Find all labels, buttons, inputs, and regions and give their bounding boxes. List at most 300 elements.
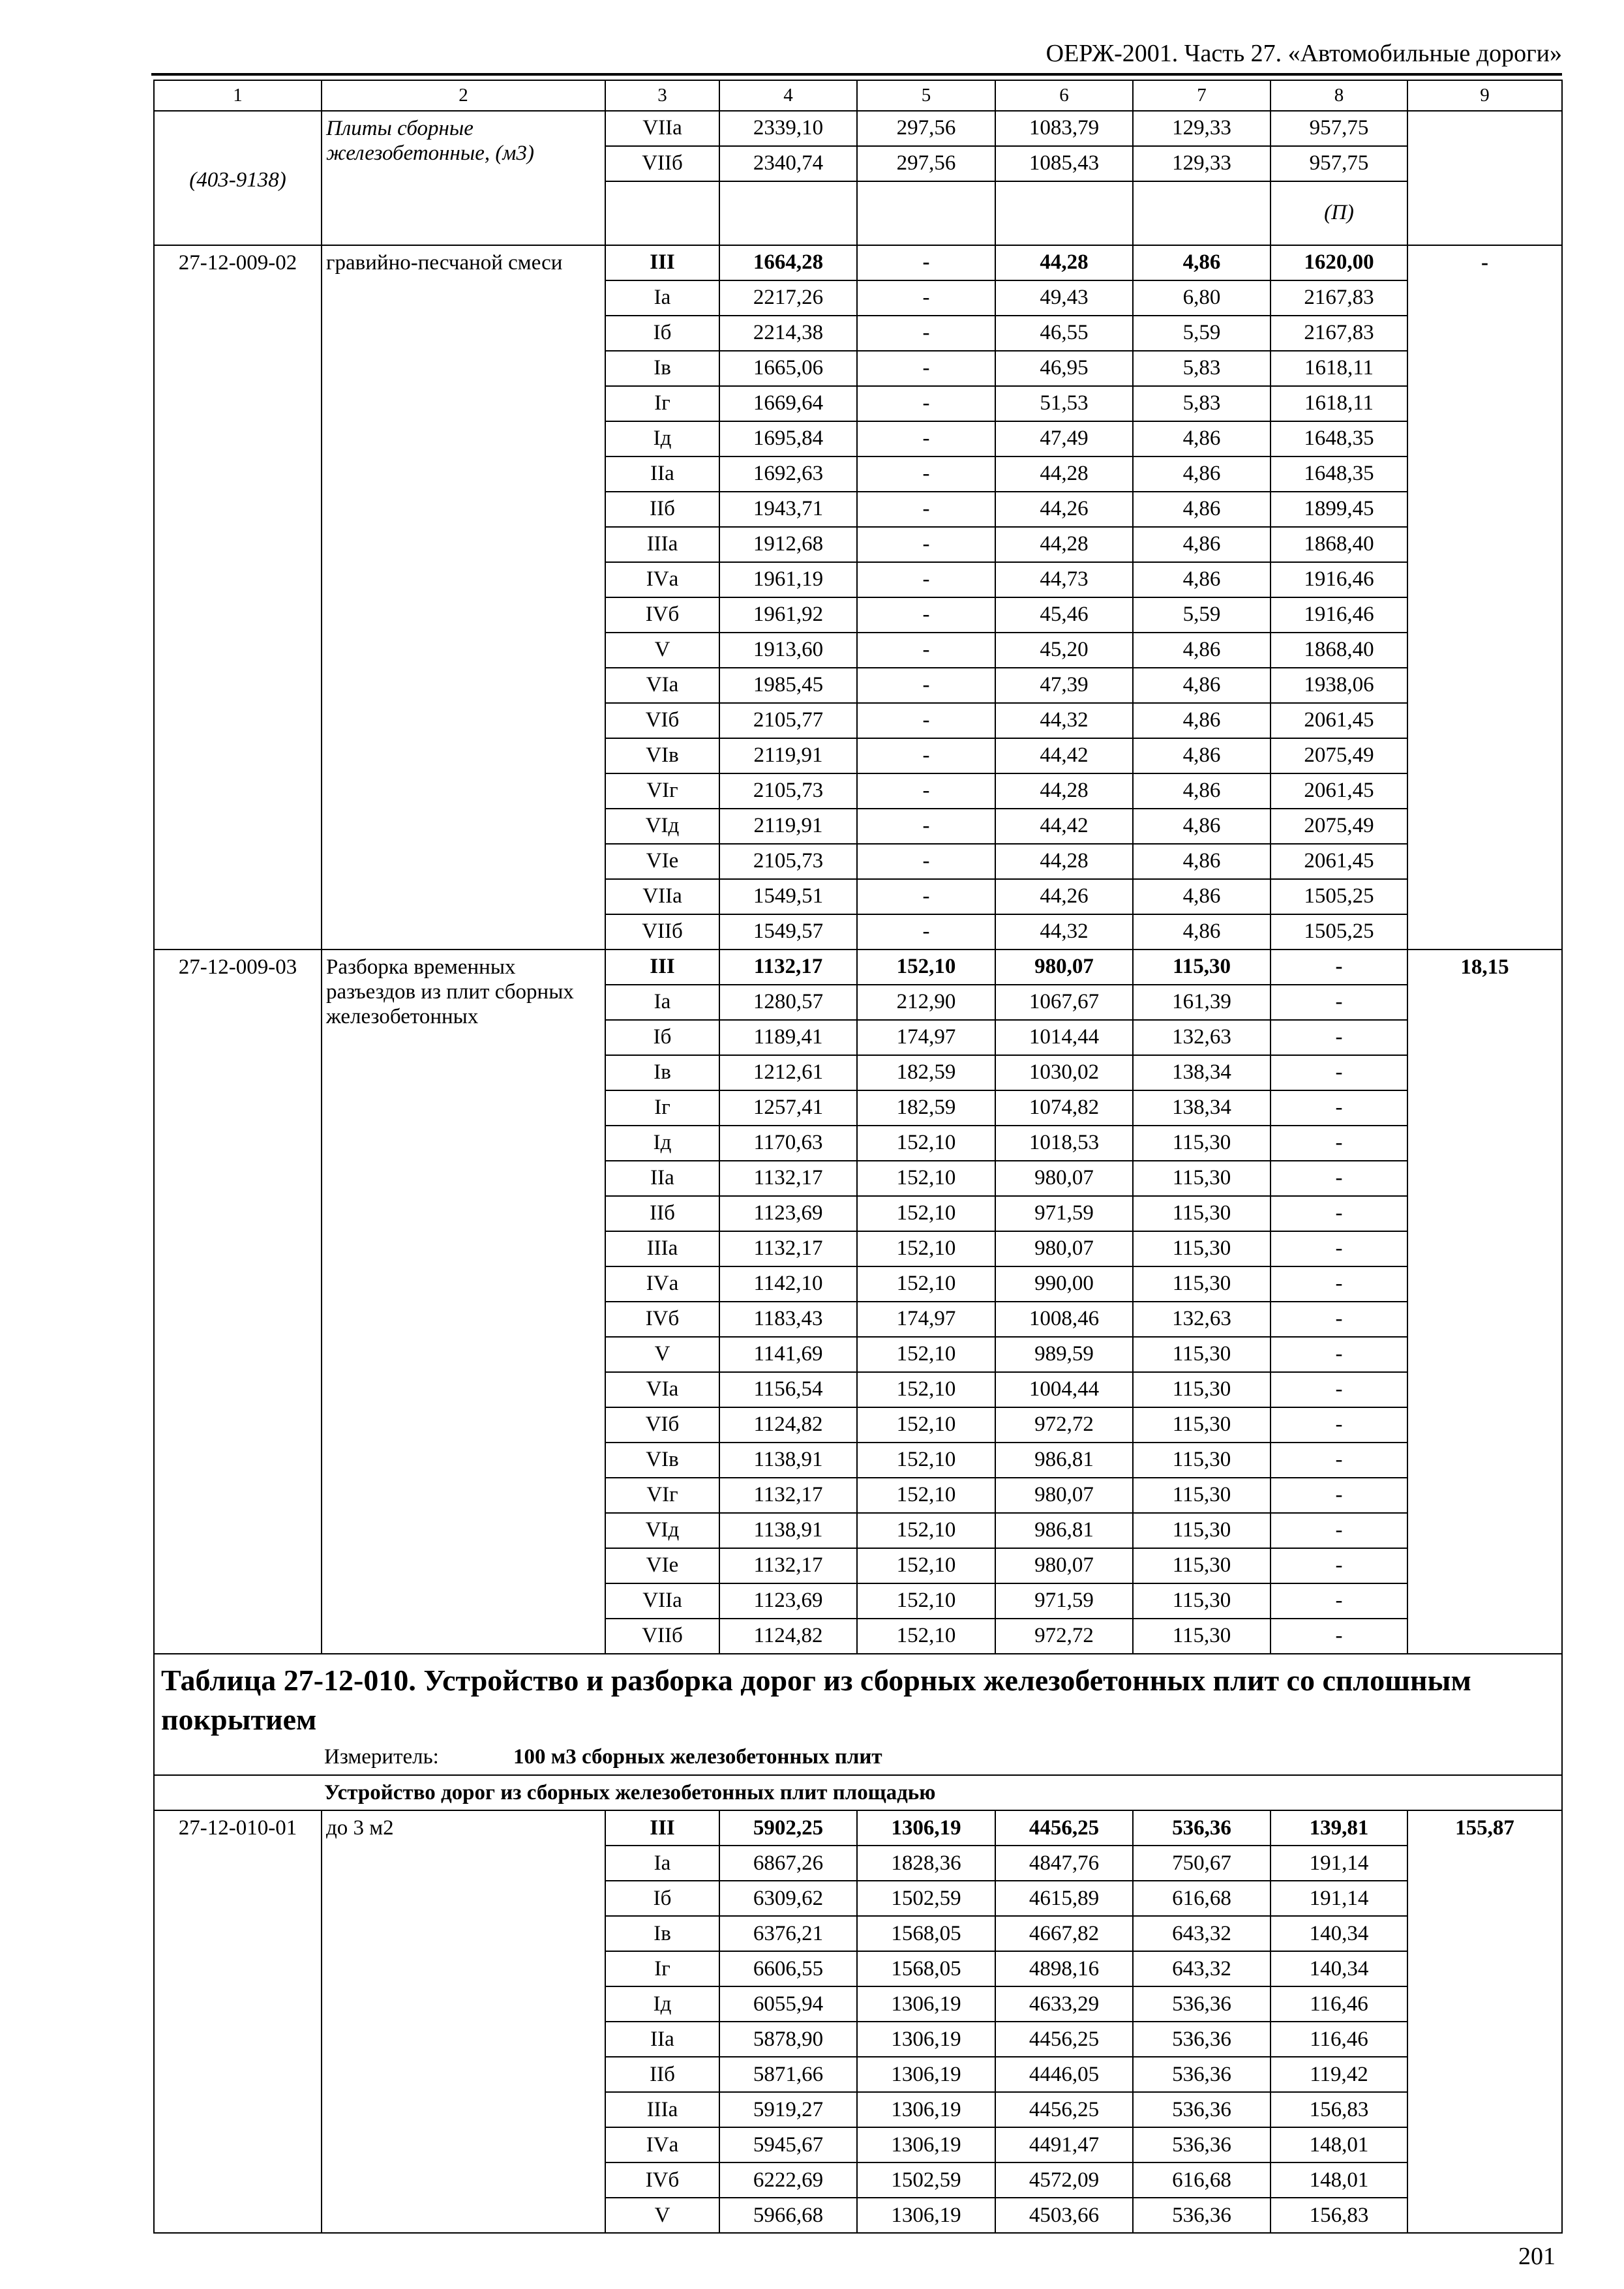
table-row: [154, 1810, 1562, 1846]
value-cell: 1030,02: [995, 1055, 1133, 1090]
value-cell: 1943,71: [719, 492, 857, 527]
value-cell: 536,36: [1133, 2198, 1271, 2233]
value-cell: 1549,57: [719, 914, 857, 950]
value-cell: 4,86: [1133, 809, 1271, 844]
value-cell: 44,28: [995, 773, 1133, 809]
column-number: 9: [1407, 80, 1562, 111]
value-cell: 1170,63: [719, 1126, 857, 1161]
value-cell: -: [857, 421, 995, 456]
row-name: Плиты сборные железобетонные, (м3): [322, 111, 605, 245]
row-class: IIа: [605, 2022, 719, 2057]
value-cell: 140,34: [1271, 1916, 1407, 1951]
value-cell: 174,97: [857, 1302, 995, 1337]
value-cell: 1665,06: [719, 351, 857, 386]
value-cell: 191,14: [1271, 1846, 1407, 1881]
row-class: V: [605, 2198, 719, 2233]
value-cell: 152,10: [857, 1407, 995, 1443]
value-cell: 1257,41: [719, 1090, 857, 1126]
value-cell: 115,30: [1133, 1161, 1271, 1196]
row-class: IVб: [605, 2162, 719, 2198]
value-cell: -: [857, 597, 995, 633]
value-cell: -: [857, 879, 995, 914]
value-cell: 1961,19: [719, 562, 857, 597]
col8-note: (П): [1271, 181, 1407, 245]
value-cell: 643,32: [1133, 1951, 1271, 1986]
value-cell: 6,80: [1133, 280, 1271, 316]
row-code: 27-12-009-03: [154, 950, 322, 1654]
row-class: Iв: [605, 1916, 719, 1951]
row-class: VIб: [605, 703, 719, 738]
value-cell: 132,63: [1133, 1302, 1271, 1337]
value-cell: 2119,91: [719, 738, 857, 773]
value-cell: 152,10: [857, 1372, 995, 1407]
value-cell: 971,59: [995, 1583, 1133, 1619]
row-class: VIIа: [605, 879, 719, 914]
value-cell: 152,10: [857, 1513, 995, 1548]
value-cell: 1568,05: [857, 1916, 995, 1951]
row-class: Iа: [605, 280, 719, 316]
value-cell: -: [857, 316, 995, 351]
value-cell: 1913,60: [719, 633, 857, 668]
value-cell: 152,10: [857, 1231, 995, 1266]
value-cell: 1123,69: [719, 1583, 857, 1619]
value-cell: 1004,44: [995, 1372, 1133, 1407]
value-cell: 182,59: [857, 1090, 995, 1126]
value-cell: 536,36: [1133, 2057, 1271, 2092]
row-class: VIIб: [605, 146, 719, 181]
value-cell: 4,86: [1133, 844, 1271, 879]
value-cell: 4503,66: [995, 2198, 1133, 2233]
empty-cell: [995, 181, 1133, 245]
value-cell: 4446,05: [995, 2057, 1133, 2092]
row-class: Iв: [605, 351, 719, 386]
value-cell: 4456,25: [995, 2022, 1133, 2057]
value-cell: 986,81: [995, 1513, 1133, 1548]
value-cell: 1938,06: [1271, 668, 1407, 703]
value-cell: 47,39: [995, 668, 1133, 703]
value-cell: 4,86: [1133, 703, 1271, 738]
value-cell: 4456,25: [995, 1810, 1133, 1846]
value-cell: 5,59: [1133, 316, 1271, 351]
value-cell: 44,26: [995, 879, 1133, 914]
value-cell: 980,07: [995, 950, 1133, 985]
value-cell: 115,30: [1133, 1478, 1271, 1513]
header-rule: [151, 73, 1562, 76]
value-cell: 1695,84: [719, 421, 857, 456]
value-cell: 1502,59: [857, 1881, 995, 1916]
value-cell: 44,28: [995, 844, 1133, 879]
value-cell: 1306,19: [857, 1986, 995, 2022]
value-cell: 1156,54: [719, 1372, 857, 1407]
row-class: IIб: [605, 492, 719, 527]
value-cell: 1132,17: [719, 1231, 857, 1266]
value-cell: 1912,68: [719, 527, 857, 562]
value-cell: 536,36: [1133, 2022, 1271, 2057]
value-cell: 191,14: [1271, 1881, 1407, 1916]
value-cell: 152,10: [857, 1583, 995, 1619]
value-cell: 129,33: [1133, 111, 1271, 146]
row-class: IVб: [605, 597, 719, 633]
value-cell: 45,46: [995, 597, 1133, 633]
row-class: VIIа: [605, 111, 719, 146]
value-cell: 986,81: [995, 1443, 1133, 1478]
row-class: IVа: [605, 2127, 719, 2162]
row-class: IIб: [605, 1196, 719, 1231]
value-cell: 5,83: [1133, 351, 1271, 386]
col9-value: 155,87: [1407, 1810, 1562, 2233]
value-cell: 1961,92: [719, 597, 857, 633]
value-cell: 1306,19: [857, 2022, 995, 2057]
value-cell: 616,68: [1133, 2162, 1271, 2198]
row-code: 27-12-009-02: [154, 245, 322, 950]
section-row: [154, 1775, 1562, 1810]
value-cell: 152,10: [857, 1548, 995, 1583]
value-cell: 4,86: [1133, 914, 1271, 950]
value-cell: 1669,64: [719, 386, 857, 421]
row-class: IVб: [605, 1302, 719, 1337]
value-cell: 4,86: [1133, 527, 1271, 562]
value-cell: -: [857, 280, 995, 316]
column-number: 4: [719, 80, 857, 111]
empty-cell: [605, 181, 719, 245]
value-cell: -: [1271, 1513, 1407, 1548]
measure-row: [161, 1743, 1555, 1771]
value-cell: 4,86: [1133, 738, 1271, 773]
value-cell: 49,43: [995, 280, 1133, 316]
value-cell: 1620,00: [1271, 245, 1407, 280]
value-cell: 139,81: [1271, 1810, 1407, 1846]
row-class: VIе: [605, 1548, 719, 1583]
value-cell: 1692,63: [719, 456, 857, 492]
value-cell: 980,07: [995, 1478, 1133, 1513]
row-class: IIа: [605, 1161, 719, 1196]
value-cell: 1505,25: [1271, 914, 1407, 950]
value-cell: 51,53: [995, 386, 1133, 421]
row-class: VIг: [605, 1478, 719, 1513]
value-cell: 2105,73: [719, 844, 857, 879]
value-cell: -: [857, 844, 995, 879]
empty-cell: [719, 181, 857, 245]
row-class: VIе: [605, 844, 719, 879]
value-cell: 1828,36: [857, 1846, 995, 1881]
value-cell: -: [1271, 1266, 1407, 1302]
value-cell: -: [857, 351, 995, 386]
value-cell: -: [1271, 1090, 1407, 1126]
value-cell: 5878,90: [719, 2022, 857, 2057]
section-heading: Устройство дорог из сборных железобетонных плит площадью: [154, 1775, 1562, 1810]
row-class: VIIа: [605, 1583, 719, 1619]
column-number: 6: [995, 80, 1133, 111]
value-cell: 1916,46: [1271, 597, 1407, 633]
value-cell: 116,46: [1271, 2022, 1407, 2057]
value-cell: 44,26: [995, 492, 1133, 527]
row-class: V: [605, 1337, 719, 1372]
value-cell: 2214,38: [719, 316, 857, 351]
value-cell: 4456,25: [995, 2092, 1133, 2127]
page-number: 201: [1518, 2243, 1556, 2270]
value-cell: 4,86: [1133, 492, 1271, 527]
row-class: IIIа: [605, 527, 719, 562]
value-cell: 1648,35: [1271, 456, 1407, 492]
value-cell: 161,39: [1133, 985, 1271, 1020]
row-class: IIа: [605, 456, 719, 492]
value-cell: 1018,53: [995, 1126, 1133, 1161]
value-cell: 643,32: [1133, 1916, 1271, 1951]
value-cell: 6055,94: [719, 1986, 857, 2022]
value-cell: 152,10: [857, 1478, 995, 1513]
value-cell: 1138,91: [719, 1443, 857, 1478]
column-number: 5: [857, 80, 995, 111]
value-cell: 4,86: [1133, 879, 1271, 914]
value-cell: 750,67: [1133, 1846, 1271, 1881]
value-cell: -: [857, 456, 995, 492]
value-cell: -: [1271, 1302, 1407, 1337]
value-cell: 6606,55: [719, 1951, 857, 1986]
empty-cell: [1133, 181, 1271, 245]
column-number: 1: [154, 80, 322, 111]
value-cell: 957,75: [1271, 111, 1407, 146]
value-cell: 116,46: [1271, 1986, 1407, 2022]
value-cell: 1648,35: [1271, 421, 1407, 456]
value-cell: 1124,82: [719, 1407, 857, 1443]
value-cell: 5871,66: [719, 2057, 857, 2092]
value-cell: -: [1271, 1196, 1407, 1231]
value-cell: 1183,43: [719, 1302, 857, 1337]
row-class: IVа: [605, 1266, 719, 1302]
value-cell: 152,10: [857, 1619, 995, 1654]
value-cell: 1067,67: [995, 985, 1133, 1020]
value-cell: 115,30: [1133, 1196, 1271, 1231]
value-cell: 2105,77: [719, 703, 857, 738]
value-cell: 1306,19: [857, 2198, 995, 2233]
value-cell: 1008,46: [995, 1302, 1133, 1337]
value-cell: 115,30: [1133, 1619, 1271, 1654]
value-cell: 2217,26: [719, 280, 857, 316]
value-cell: -: [857, 386, 995, 421]
value-cell: 47,49: [995, 421, 1133, 456]
value-cell: 1083,79: [995, 111, 1133, 146]
value-cell: 4,86: [1133, 773, 1271, 809]
value-cell: 174,97: [857, 1020, 995, 1055]
value-cell: 972,72: [995, 1619, 1133, 1654]
value-cell: -: [857, 703, 995, 738]
value-cell: -: [1271, 1055, 1407, 1090]
value-cell: 5902,25: [719, 1810, 857, 1846]
value-cell: 4,86: [1133, 245, 1271, 280]
value-cell: 297,56: [857, 111, 995, 146]
value-cell: 1868,40: [1271, 633, 1407, 668]
value-cell: 1306,19: [857, 2057, 995, 2092]
value-cell: 1618,11: [1271, 386, 1407, 421]
value-cell: 44,32: [995, 914, 1133, 950]
table-title-row: [154, 1654, 1562, 1775]
row-name: Разборка временных разъездов из плит сборных железобетонных: [322, 950, 605, 1654]
value-cell: 990,00: [995, 1266, 1133, 1302]
row-class: VIа: [605, 1372, 719, 1407]
value-cell: 115,30: [1133, 1126, 1271, 1161]
value-cell: 297,56: [857, 146, 995, 181]
value-cell: -: [1271, 1161, 1407, 1196]
value-cell: 1123,69: [719, 1196, 857, 1231]
table-row: [154, 950, 1562, 985]
value-cell: -: [857, 914, 995, 950]
value-cell: 1306,19: [857, 2092, 995, 2127]
value-cell: 4,86: [1133, 668, 1271, 703]
row-class: Iб: [605, 1881, 719, 1916]
value-cell: 152,10: [857, 1161, 995, 1196]
value-cell: 5,59: [1133, 597, 1271, 633]
value-cell: 44,42: [995, 809, 1133, 844]
value-cell: 2339,10: [719, 111, 857, 146]
row-class: Iд: [605, 1126, 719, 1161]
value-cell: -: [1271, 1548, 1407, 1583]
column-number: 3: [605, 80, 719, 111]
value-cell: 1306,19: [857, 2127, 995, 2162]
row-class: III: [605, 950, 719, 985]
row-class: Iб: [605, 316, 719, 351]
value-cell: 45,20: [995, 633, 1133, 668]
value-cell: 980,07: [995, 1548, 1133, 1583]
value-cell: 1568,05: [857, 1951, 995, 1986]
row-class: VIа: [605, 668, 719, 703]
value-cell: 152,10: [857, 1126, 995, 1161]
value-cell: 152,10: [857, 950, 995, 985]
value-cell: 212,90: [857, 985, 995, 1020]
value-cell: 1306,19: [857, 1810, 995, 1846]
value-cell: 115,30: [1133, 1583, 1271, 1619]
value-cell: 6376,21: [719, 1916, 857, 1951]
row-class: VIд: [605, 809, 719, 844]
value-cell: 1189,41: [719, 1020, 857, 1055]
value-cell: 1985,45: [719, 668, 857, 703]
value-cell: -: [857, 527, 995, 562]
value-cell: -: [857, 809, 995, 844]
value-cell: 1132,17: [719, 950, 857, 985]
value-cell: -: [1271, 1126, 1407, 1161]
value-cell: 2061,45: [1271, 773, 1407, 809]
value-cell: 1664,28: [719, 245, 857, 280]
row-class: Iа: [605, 1846, 719, 1881]
row-class: Iд: [605, 1986, 719, 2022]
value-cell: 1916,46: [1271, 562, 1407, 597]
value-cell: -: [1271, 1231, 1407, 1266]
col9-empty: [1407, 111, 1562, 245]
value-cell: 44,28: [995, 245, 1133, 280]
value-cell: 971,59: [995, 1196, 1133, 1231]
value-cell: 115,30: [1133, 1231, 1271, 1266]
value-cell: 1074,82: [995, 1090, 1133, 1126]
value-cell: 5,83: [1133, 386, 1271, 421]
page-header: ОЕРЖ-2001. Часть 27. «Автомобильные дороги»: [1045, 40, 1562, 67]
value-cell: -: [1271, 1443, 1407, 1478]
value-cell: 957,75: [1271, 146, 1407, 181]
value-cell: 152,10: [857, 1196, 995, 1231]
value-cell: 616,68: [1133, 1881, 1271, 1916]
value-cell: -: [1271, 1407, 1407, 1443]
value-cell: 4491,47: [995, 2127, 1133, 2162]
value-cell: 6222,69: [719, 2162, 857, 2198]
value-cell: 4,86: [1133, 456, 1271, 492]
row-class: III: [605, 245, 719, 280]
value-cell: 2061,45: [1271, 703, 1407, 738]
value-cell: 1085,43: [995, 146, 1133, 181]
empty-cell: [857, 181, 995, 245]
value-cell: 138,34: [1133, 1090, 1271, 1126]
row-class: VIв: [605, 1443, 719, 1478]
value-cell: 115,30: [1133, 1372, 1271, 1407]
value-cell: 536,36: [1133, 1986, 1271, 2022]
measure-value: 100 м3 сборных железобетонных плит: [513, 1744, 882, 1769]
measure-label: Измеритель:: [324, 1744, 439, 1769]
value-cell: 44,28: [995, 527, 1133, 562]
value-cell: 4615,89: [995, 1881, 1133, 1916]
value-cell: 46,95: [995, 351, 1133, 386]
value-cell: -: [1271, 985, 1407, 1020]
value-cell: -: [857, 668, 995, 703]
row-class: Iб: [605, 1020, 719, 1055]
value-cell: 182,59: [857, 1055, 995, 1090]
row-name: гравийно-песчаной смеси: [322, 245, 605, 950]
row-class: VIIб: [605, 914, 719, 950]
col9-value: 18,15: [1407, 950, 1562, 1654]
value-cell: 5966,68: [719, 2198, 857, 2233]
row-class: VIIб: [605, 1619, 719, 1654]
row-class: Iа: [605, 985, 719, 1020]
value-cell: 1502,59: [857, 2162, 995, 2198]
row-class: IIб: [605, 2057, 719, 2092]
value-cell: 536,36: [1133, 1810, 1271, 1846]
value-cell: 1132,17: [719, 1548, 857, 1583]
value-cell: -: [857, 738, 995, 773]
value-cell: 115,30: [1133, 950, 1271, 985]
row-class: VIв: [605, 738, 719, 773]
value-cell: 1212,61: [719, 1055, 857, 1090]
row-class: VIд: [605, 1513, 719, 1548]
value-cell: 1141,69: [719, 1337, 857, 1372]
value-cell: 2167,83: [1271, 280, 1407, 316]
value-cell: 1280,57: [719, 985, 857, 1020]
value-cell: 1132,17: [719, 1478, 857, 1513]
value-cell: 1142,10: [719, 1266, 857, 1302]
value-cell: 980,07: [995, 1161, 1133, 1196]
rates-table: [153, 80, 1563, 2234]
value-cell: 44,28: [995, 456, 1133, 492]
value-cell: 115,30: [1133, 1266, 1271, 1302]
value-cell: -: [857, 562, 995, 597]
value-cell: 2119,91: [719, 809, 857, 844]
value-cell: 2340,74: [719, 146, 857, 181]
value-cell: 140,34: [1271, 1951, 1407, 1986]
value-cell: 119,42: [1271, 2057, 1407, 2092]
row-class: Iг: [605, 386, 719, 421]
value-cell: 1899,45: [1271, 492, 1407, 527]
value-cell: 1124,82: [719, 1619, 857, 1654]
value-cell: -: [1271, 1619, 1407, 1654]
row-class: Iг: [605, 1951, 719, 1986]
value-cell: -: [1271, 1372, 1407, 1407]
value-cell: 115,30: [1133, 1513, 1271, 1548]
value-cell: -: [857, 633, 995, 668]
value-cell: 44,73: [995, 562, 1133, 597]
value-cell: 148,01: [1271, 2127, 1407, 2162]
row-class: IIIа: [605, 1231, 719, 1266]
value-cell: 115,30: [1133, 1443, 1271, 1478]
value-cell: 129,33: [1133, 146, 1271, 181]
value-cell: 4633,29: [995, 1986, 1133, 2022]
row-class: Iг: [605, 1090, 719, 1126]
row-class: V: [605, 633, 719, 668]
table-row: [154, 111, 1562, 146]
